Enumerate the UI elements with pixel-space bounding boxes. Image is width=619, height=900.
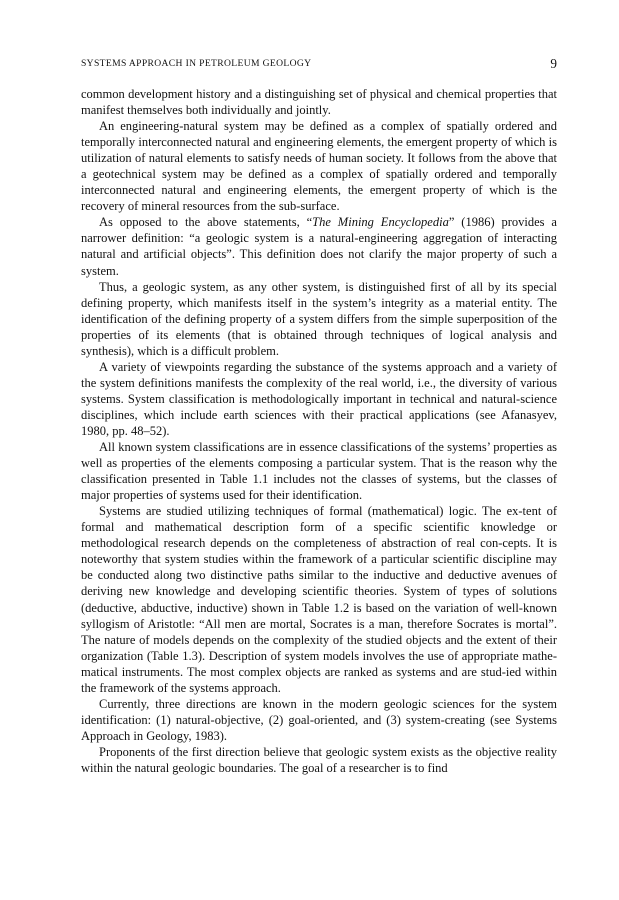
paragraph-engineering-natural-system: An engineering-natural system may be defined as a complex of spatially ordered and temporally interconnected natural and engineering elements, the emergent property of which is utilization of natural elements to satisfy needs of human society. It follows from the above that a geotechnical system may be defined as a complex of spatially ordered and temporally interconnected natural and engineering elements, the emergent property of which is the recovery of mineral resources from the sub-surface. [81, 119, 557, 214]
paragraph-defining-property: Thus, a geologic system, as any other system, is distinguished first of all by its special defining property, which manifests itself in the system’s integrity as a material entity. The identification of the defining property of a system differs from the simple superposition of the properties of its elements (that is obtained through techniques of logical analysis and synthesis), which is a difficult problem. [81, 279, 557, 358]
page-header [81, 57, 557, 71]
paragraph-text: As opposed to the above statements, “ [99, 215, 313, 230]
paragraph-continuation: common development history and a distinguishing set of physical and chemical properties that manifest themselves both individually and jointly. [81, 87, 557, 118]
body-text [81, 86, 557, 776]
page-number: 9 [550, 56, 557, 71]
paragraph-text: ” (1986) provides a narrower definition: “a geologic system is a natural-engineering aggregation of interacting natural and artificial objects”. This definition does not clarify the major property of such a system. [81, 215, 557, 278]
paragraph-first-direction: Proponents of the first direction believe that geologic system exists as the objective reality within the natural geologic boundaries. The goal of a researcher is to find [81, 744, 557, 775]
running-head: SYSTEMS APPROACH IN PETROLEUM GEOLOGY [81, 58, 312, 69]
paragraph-mining-encyclopedia [81, 214, 557, 278]
book-title: The Mining Encyclopedia [312, 215, 449, 230]
paragraph-viewpoints: A variety of viewpoints regarding the substance of the systems approach and a variety of the system definitions manifests the complexity of the real world, i.e., the diversity of various systems. System classification is methodologically important in technical and natural-science disciplines, which include earth sciences with their practical applications (see Afanasyev, 1980, pp. 48–52). [81, 359, 557, 438]
paragraph-formal-logic: Systems are studied utilizing techniques of formal (mathematical) logic. The ex-tent of formal and mathematical description form of a specific scientific knowledge or methodological research depends on the completeness of abstraction of real con-cepts. It is noteworthy that system studies within the framework of a particular scientific discipline may be conducted along two distinctive paths similar to the inductive and deductive avenues of deriving new knowledge and developing scientific theories. System of types of solutions (deductive, abductive, inductive) shown in Table 1.2 is based on the variation of well-known syllogism of Aristotle: “All men are mortal, Socrates is a man, therefore Socrates is mortal”. The nature of models depends on the complexity of the studied objects and the extent of their organization (Table 1.3). Description of system models involves the use of appropriate mathe-matical instruments. The most complex objects are ranked as systems and are stud-ied within the framework of the systems approach. [81, 504, 557, 695]
paragraph-classifications: All known system classifications are in essence classifications of the systems’ properties as well as properties of the elements composing a particular system. That is the reason why the classification presented in Table 1.1 includes not the classes of systems, but the classes of major properties of systems used for their identification. [81, 440, 557, 503]
paragraph-three-directions: Currently, three directions are known in the modern geologic sciences for the system identification: (1) natural-objective, (2) goal-oriented, and (3) system-creating (see Systems Approach in Geology, 1983). [81, 696, 557, 743]
